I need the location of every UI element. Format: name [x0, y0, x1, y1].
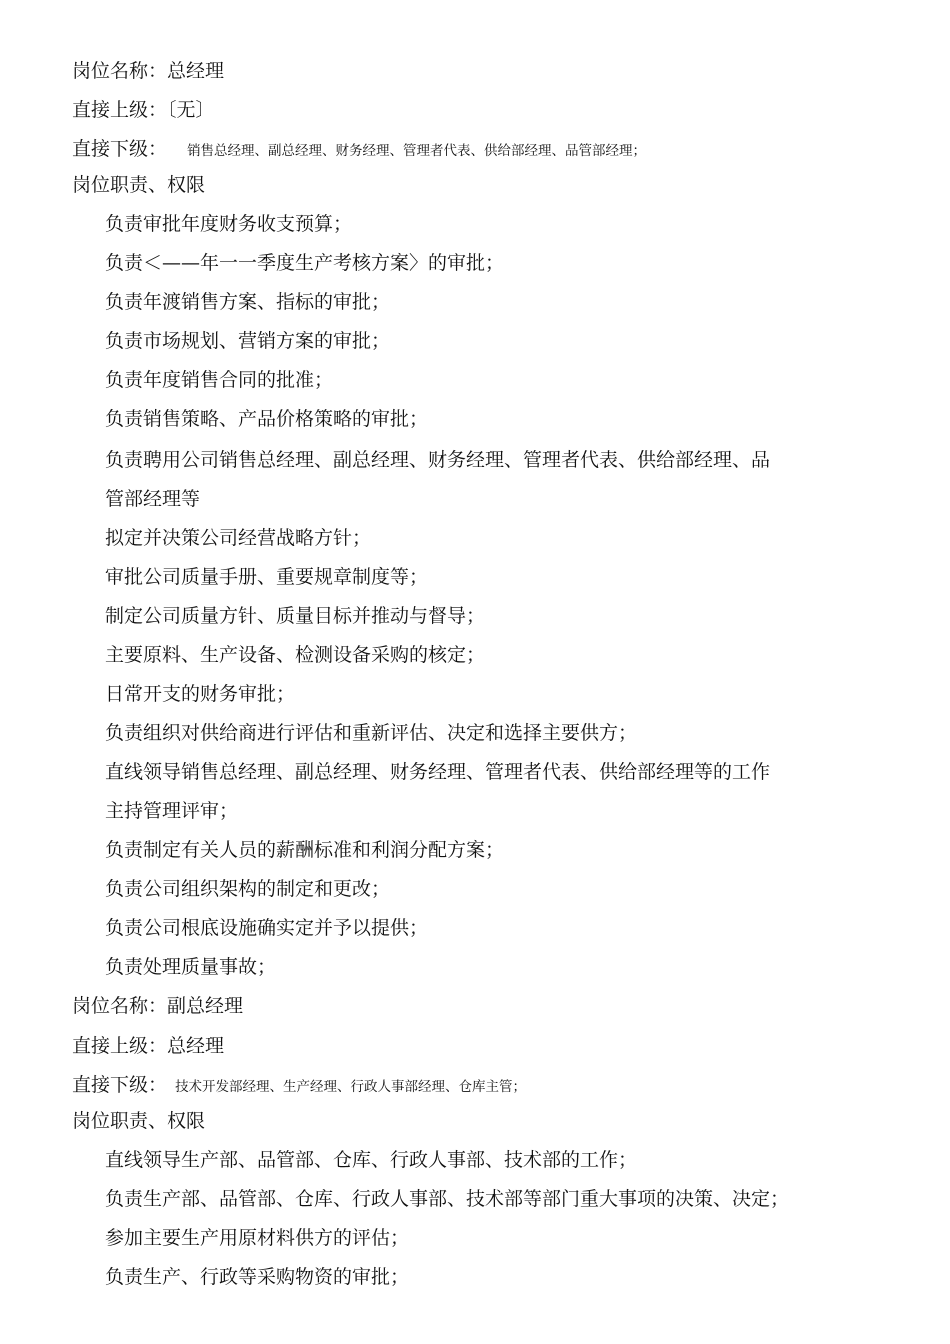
duty-item: 负责组织对供给商进行评估和重新评估、决定和选择主要供方； — [105, 722, 638, 744]
subordinate-value: 技术开发部经理、生产经理、行政人事部经理、仓库主管； — [175, 1079, 527, 1095]
duty-item: 负责审批年度财务收支预算； — [105, 213, 353, 235]
duty-item: 负责年度销售合同的批准； — [105, 369, 334, 391]
duty-item: 负责公司组织架构的制定和更改； — [105, 878, 391, 900]
duty-item: 日常开支的财务审批； — [105, 683, 296, 705]
duty-item: 拟定并决策公司经营战略方针； — [105, 527, 372, 549]
position-name-line: 岗位名称：总经理 — [72, 60, 225, 82]
subordinate-label: 直接下级： — [72, 1074, 168, 1096]
subordinate-value: 销售总经理、副总经理、财务经理、管理者代表、供给部经理、品管部经理； — [187, 143, 647, 159]
duty-item: 负责销售策略、产品价格策略的审批； — [105, 408, 429, 430]
direct-superior-line: 直接上级：总经理 — [72, 1035, 225, 1057]
duty-item-continuation: 管部经理等 — [105, 488, 201, 510]
duty-item: 直线领导生产部、品管部、仓库、行政人事部、技术部的工作； — [105, 1149, 638, 1171]
direct-subordinate-line — [72, 1076, 526, 1095]
duty-item: 负责聘用公司销售总经理、副总经理、财务经理、管理者代表、供给部经理、品 — [105, 449, 771, 471]
duty-item: 负责＜——年一一季度生产考核方案〉的审批； — [105, 252, 505, 274]
duty-item: 制定公司质量方针、质量目标并推动与督导； — [105, 605, 486, 627]
duty-item: 主要原料、生产设备、检测设备采购的核定； — [105, 644, 486, 666]
duty-item: 负责生产部、品管部、仓库、行政人事部、技术部等部门重大事项的决策、决定； — [105, 1188, 790, 1210]
direct-superior-line: 直接上级：〔无〕 — [72, 99, 215, 121]
duty-item: 参加主要生产用原材料供方的评估； — [105, 1227, 410, 1249]
duty-item: 审批公司质量手册、重要规章制度等； — [105, 566, 429, 588]
duty-item: 负责市场规划、营销方案的审批； — [105, 330, 391, 352]
position-name-line: 岗位名称：副总经理 — [72, 995, 244, 1017]
duty-item: 负责制定有关人员的薪酬标准和利润分配方案； — [105, 839, 505, 861]
duties-heading: 岗位职责、权限 — [72, 1110, 206, 1132]
duty-item: 主持管理评审； — [105, 800, 239, 822]
duty-item: 负责公司根底设施确实定并予以提供； — [105, 917, 429, 939]
duties-heading: 岗位职责、权限 — [72, 174, 206, 196]
duty-item: 直线领导销售总经理、副总经理、财务经理、管理者代表、供给部经理等的工作 — [105, 761, 771, 783]
direct-subordinate-line — [72, 140, 646, 159]
duty-item: 负责处理质量事故； — [105, 956, 277, 978]
duty-item: 负责年渡销售方案、指标的审批； — [105, 291, 391, 313]
duty-item: 负责生产、行政等采购物资的审批； — [105, 1266, 410, 1288]
subordinate-label: 直接下级： — [72, 138, 168, 160]
